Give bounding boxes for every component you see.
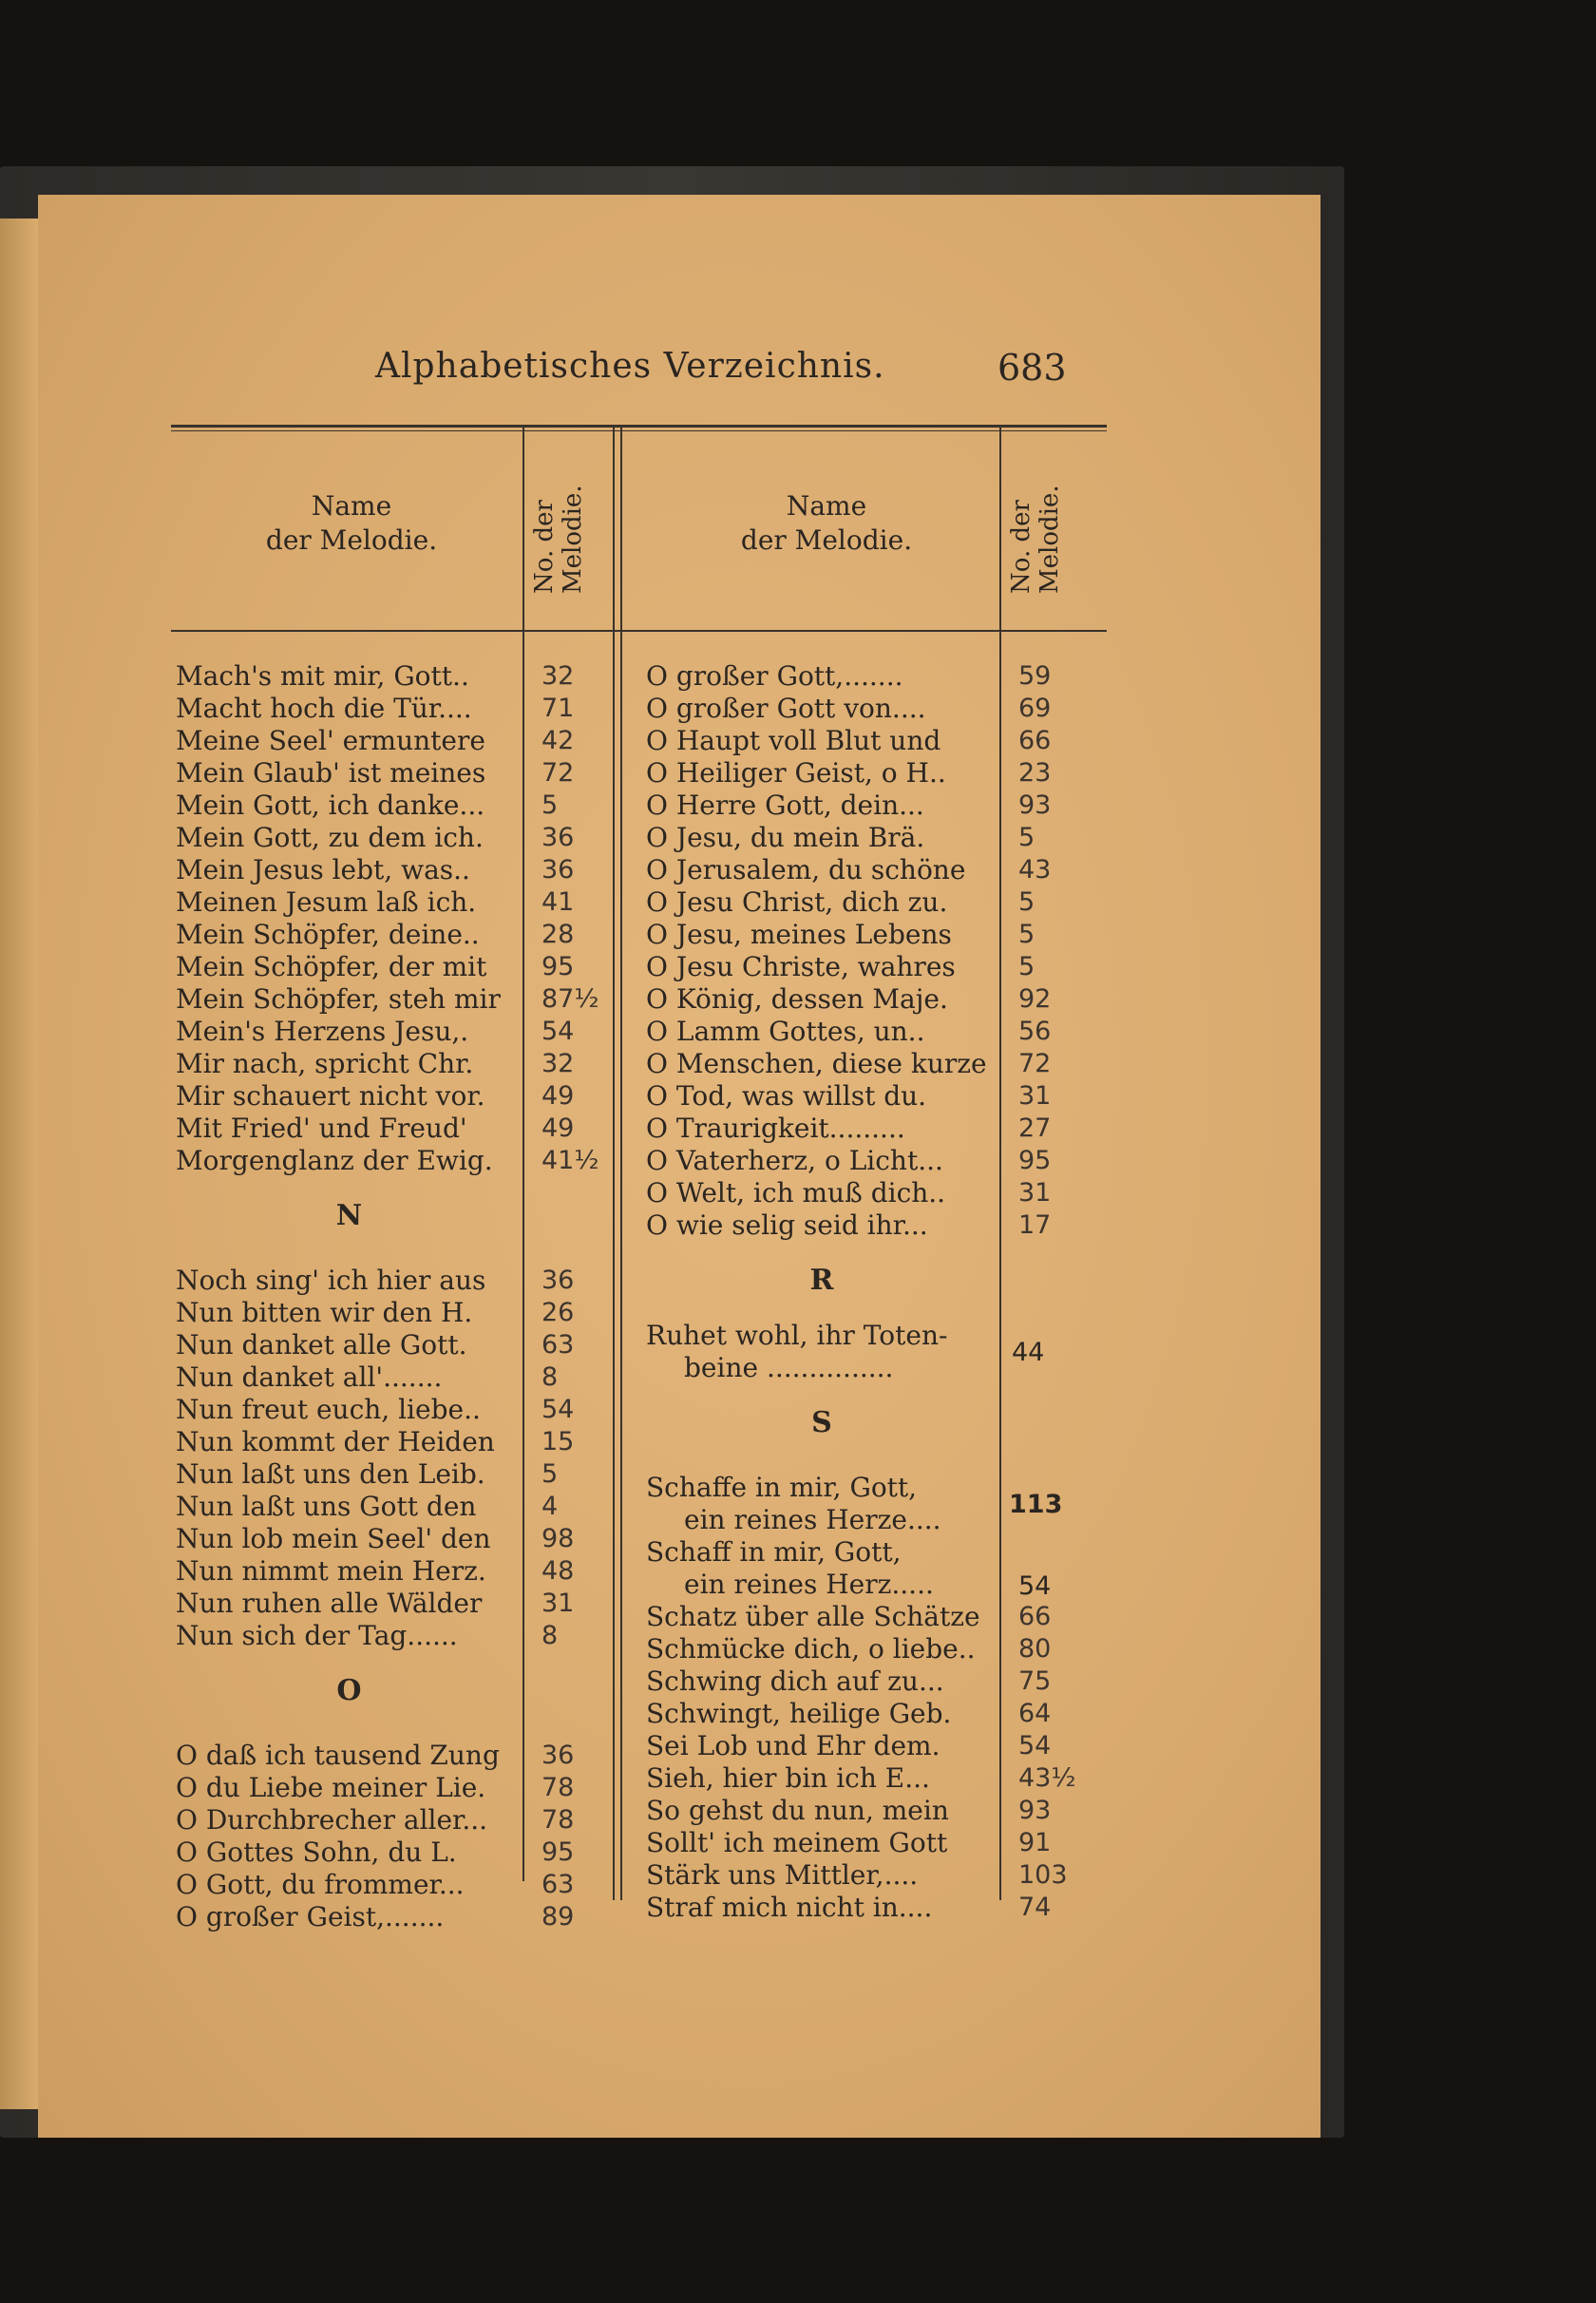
entry-number: 69 — [1018, 694, 1052, 723]
index-entry — [176, 951, 641, 983]
entry-name: Nun sich der Tag...... — [176, 1620, 458, 1651]
entry-number: 95 — [1018, 1146, 1052, 1175]
entry-name: Schmücke dich, o liebe.. — [646, 1633, 976, 1665]
entry-number: 36 — [542, 855, 575, 885]
entry-number: 41½ — [542, 1146, 599, 1175]
number-header-line2: Melodie. — [1036, 485, 1064, 594]
header-rule-top-thin — [171, 430, 1107, 431]
entry-number: 113 — [1009, 1489, 1063, 1519]
entry-number: 31 — [1018, 1081, 1052, 1111]
entry-name: Morgenglanz der Ewig. — [176, 1145, 493, 1176]
name-header-line1: Name — [786, 490, 867, 522]
index-entry — [176, 1837, 641, 1869]
index-entry — [646, 693, 1121, 725]
index-entry — [176, 1740, 641, 1772]
entry-name: Meine Seel' ermuntere — [176, 725, 485, 756]
entry-name-line1: Ruhet wohl, ihr Toten- — [646, 1320, 948, 1351]
entry-number: 5 — [1018, 952, 1036, 981]
entry-name: Mein Glaub' ist meines — [176, 757, 486, 789]
index-entry — [176, 1113, 641, 1145]
section-letter-n: N — [335, 1199, 363, 1232]
index-entry — [176, 854, 641, 886]
page-edge — [0, 219, 38, 2109]
entry-name-line1: Schaffe in mir, Gott, — [646, 1472, 918, 1503]
entry-name: Macht hoch die Tür.... — [176, 693, 472, 724]
right-s-list — [646, 1601, 1121, 1924]
section-letter-o: O — [336, 1674, 362, 1707]
index-entry — [176, 1620, 641, 1652]
index-entry — [646, 757, 1121, 790]
entry-number: 15 — [542, 1427, 575, 1456]
left-number-header — [530, 485, 587, 594]
entry-number: 63 — [542, 1330, 575, 1360]
book-page — [38, 195, 1320, 2138]
index-entry — [176, 790, 641, 822]
entry-name-line2: ein reines Herze.... — [684, 1504, 941, 1535]
left-column — [176, 660, 641, 1933]
entry-name: Mit Fried' und Freud' — [176, 1113, 467, 1144]
entry-name: Noch sing' ich hier aus — [176, 1265, 486, 1296]
left-name-header — [209, 489, 494, 558]
entry-number: 95 — [542, 1837, 575, 1867]
index-entry — [646, 1730, 1121, 1762]
entry-name: O daß ich tausend Zung — [176, 1740, 500, 1771]
index-entry — [176, 1458, 641, 1491]
index-entry — [176, 1588, 641, 1620]
entry-number: 103 — [1018, 1860, 1068, 1890]
index-entry — [646, 1795, 1121, 1827]
index-entry — [646, 1016, 1121, 1048]
entry-name: O Jesu, meines Lebens — [646, 919, 952, 950]
spacer — [176, 1707, 641, 1740]
entry-number: 36 — [542, 823, 575, 852]
entry-name: O Jerusalem, du schöne — [646, 854, 966, 885]
right-o-list — [646, 660, 1121, 1242]
entry-number: 54 — [1018, 1731, 1052, 1761]
index-entry — [176, 919, 641, 951]
index-entry-schaff — [646, 1536, 1121, 1601]
entry-name: O Heiliger Geist, o H.. — [646, 757, 946, 789]
index-entry — [176, 693, 641, 725]
index-entry — [176, 1048, 641, 1080]
spacer — [176, 1177, 641, 1200]
index-entry — [176, 1804, 641, 1837]
index-entry — [176, 660, 641, 693]
entry-name: Nun laßt uns den Leib. — [176, 1458, 485, 1490]
entry-name-line1: Schaff in mir, Gott, — [646, 1536, 902, 1568]
entry-number: 5 — [1018, 920, 1036, 949]
index-entry — [176, 1080, 641, 1113]
entry-number: 17 — [1018, 1210, 1052, 1240]
entry-name: O Durchbrecher aller... — [176, 1804, 488, 1836]
entry-name: O du Liebe meiner Lie. — [176, 1772, 486, 1803]
entry-name: Meinen Jesum laß ich. — [176, 886, 477, 918]
index-entry — [176, 1145, 641, 1177]
entry-name: O Jesu, du mein Brä. — [646, 822, 925, 853]
index-entry — [646, 1859, 1121, 1892]
entry-name: Mein's Herzens Jesu,. — [176, 1016, 469, 1047]
entry-name: O Tod, was willst du. — [646, 1080, 927, 1112]
entry-name: Nun laßt uns Gott den — [176, 1491, 477, 1522]
entry-number: 4 — [542, 1492, 559, 1521]
entry-name: O König, dessen Maje. — [646, 983, 948, 1015]
number-header-line1: No. der — [530, 500, 559, 594]
index-entry — [176, 1523, 641, 1555]
entry-name-line2: beine ............... — [684, 1352, 894, 1383]
index-entry — [646, 1601, 1121, 1633]
entry-name: O Jesu Christ, dich zu. — [646, 886, 948, 918]
name-header-line2: der Melodie. — [740, 524, 913, 556]
index-entry — [176, 1491, 641, 1523]
index-entry — [646, 1080, 1121, 1113]
entry-number: 43 — [1018, 855, 1052, 885]
entry-number: 75 — [1018, 1666, 1052, 1696]
entry-name: Nun danket all'....... — [176, 1361, 443, 1393]
entry-name: O Traurigkeit......... — [646, 1113, 905, 1144]
entry-number: 8 — [542, 1362, 559, 1392]
index-entry — [646, 1633, 1121, 1665]
entry-number: 89 — [542, 1902, 575, 1932]
entry-number: 91 — [1018, 1828, 1052, 1857]
entry-name: Mir nach, spricht Chr. — [176, 1048, 474, 1079]
entry-name: O Menschen, diese kurze — [646, 1048, 987, 1079]
entry-number: 71 — [542, 694, 575, 723]
entry-number: 48 — [542, 1556, 575, 1586]
index-entry — [646, 854, 1121, 886]
entry-number: 5 — [1018, 823, 1036, 852]
entry-number: 36 — [542, 1266, 575, 1295]
entry-number: 5 — [542, 790, 559, 820]
entry-name: O Vaterherz, o Licht... — [646, 1145, 943, 1176]
index-entry — [646, 1113, 1121, 1145]
spacer — [176, 1652, 641, 1675]
index-entry — [176, 1361, 641, 1394]
index-entry — [176, 1555, 641, 1588]
index-entry — [176, 725, 641, 757]
entry-number: 92 — [1018, 984, 1052, 1014]
spacer — [646, 1242, 1121, 1265]
entry-name: Nun nimmt mein Herz. — [176, 1555, 486, 1587]
spacer — [646, 1384, 1121, 1407]
entry-name: O großer Geist,....... — [176, 1901, 445, 1932]
entry-number: 64 — [1018, 1699, 1052, 1728]
entry-name: Nun danket alle Gott. — [176, 1329, 467, 1361]
entry-name: O Herre Gott, dein... — [646, 790, 924, 821]
entry-number: 78 — [542, 1805, 575, 1835]
right-column — [646, 660, 1121, 1924]
entry-number: 32 — [542, 1049, 575, 1078]
index-entry — [646, 1892, 1121, 1924]
entry-number: 72 — [542, 758, 575, 788]
index-entry — [176, 1869, 641, 1901]
entry-number: 31 — [542, 1589, 575, 1618]
index-entry — [646, 790, 1121, 822]
spacer — [646, 1297, 1121, 1320]
entry-name: Straf mich nicht in.... — [646, 1892, 933, 1923]
entry-name: Mir schauert nicht vor. — [176, 1080, 485, 1112]
index-entry — [176, 1426, 641, 1458]
left-n-list — [176, 1265, 641, 1652]
number-header-line1: No. der — [1007, 500, 1036, 594]
section-letter-r: R — [809, 1264, 834, 1297]
entry-number: 49 — [542, 1081, 575, 1111]
index-entry — [646, 886, 1121, 919]
entry-name: Nun ruhen alle Wälder — [176, 1588, 483, 1619]
index-entry-ruhet — [646, 1320, 1121, 1384]
entry-number: 42 — [542, 726, 575, 755]
entry-name: O großer Gott von.... — [646, 693, 926, 724]
index-entry — [176, 757, 641, 790]
entry-name: Mein Gott, zu dem ich. — [176, 822, 484, 853]
entry-name: Schwing dich auf zu... — [646, 1665, 944, 1697]
entry-name: O Gottes Sohn, du L. — [176, 1837, 457, 1868]
entry-number: 66 — [1018, 1602, 1052, 1631]
entry-name: Nun lob mein Seel' den — [176, 1523, 491, 1554]
index-entry — [646, 1209, 1121, 1242]
entry-number: 93 — [1018, 790, 1052, 820]
entry-number: 36 — [542, 1741, 575, 1770]
entry-number: 8 — [542, 1621, 559, 1650]
entry-name: O Lamm Gottes, un.. — [646, 1016, 925, 1047]
entry-number: 95 — [542, 952, 575, 981]
entry-name: Sollt' ich meinem Gott — [646, 1827, 948, 1858]
entry-name: Sei Lob und Ehr dem. — [646, 1730, 940, 1761]
index-entry — [646, 1177, 1121, 1209]
running-head — [38, 347, 1320, 404]
entry-number: 27 — [1018, 1113, 1052, 1143]
entry-number: 78 — [542, 1773, 575, 1802]
index-entry — [646, 725, 1121, 757]
index-entry — [646, 1048, 1121, 1080]
entry-name: Stärk uns Mittler,.... — [646, 1859, 919, 1891]
index-entry-schaffe — [646, 1472, 1121, 1536]
entry-name: So gehst du nun, mein — [646, 1795, 949, 1826]
entry-number: 80 — [1018, 1634, 1052, 1664]
index-entry — [646, 919, 1121, 951]
index-entry — [646, 1665, 1121, 1698]
entry-name: Mein Schöpfer, steh mir — [176, 983, 501, 1015]
entry-number: 63 — [542, 1870, 575, 1899]
entry-name: Mein Schöpfer, der mit — [176, 951, 487, 982]
entry-name: Nun bitten wir den H. — [176, 1297, 473, 1328]
right-number-header — [1007, 485, 1064, 594]
entry-name: O großer Gott,....... — [646, 660, 903, 692]
index-entry — [646, 660, 1121, 693]
index-entry — [646, 951, 1121, 983]
entry-number: 23 — [1018, 758, 1052, 788]
index-entry — [176, 1016, 641, 1048]
entry-name: O Gott, du frommer... — [176, 1869, 465, 1900]
index-entry — [176, 1901, 641, 1933]
entry-name-line2: ein reines Herz..... — [684, 1569, 934, 1600]
name-header-line2: der Melodie. — [265, 524, 438, 556]
index-entry — [646, 1145, 1121, 1177]
entry-number: 41 — [542, 887, 575, 917]
index-entry — [176, 1297, 641, 1329]
index-entry — [646, 1698, 1121, 1730]
index-entry — [176, 1394, 641, 1426]
entry-number: 54 — [542, 1395, 575, 1424]
entry-number: 5 — [542, 1459, 559, 1489]
entry-number: 93 — [1018, 1796, 1052, 1825]
entry-number: 31 — [1018, 1178, 1052, 1208]
left-m-list — [176, 660, 641, 1177]
page-title: Alphabetisches Verzeichnis. — [375, 347, 885, 386]
index-entry — [646, 822, 1121, 854]
index-entry — [176, 1265, 641, 1297]
index-entry — [646, 1827, 1121, 1859]
entry-number: 74 — [1018, 1893, 1052, 1922]
name-header-line1: Name — [311, 490, 392, 522]
index-entry — [646, 1762, 1121, 1795]
entry-name: Schatz über alle Schätze — [646, 1601, 980, 1632]
left-o-list — [176, 1740, 641, 1933]
entry-name: O Haupt voll Blut und — [646, 725, 941, 756]
entry-number: 28 — [542, 920, 575, 949]
header-rule-bottom — [171, 630, 1107, 632]
entry-name: Mein Schöpfer, deine.. — [176, 919, 480, 950]
entry-name: Mein Jesus lebt, was.. — [176, 854, 470, 885]
entry-number: 59 — [1018, 661, 1052, 691]
entry-name: O Jesu Christe, wahres — [646, 951, 956, 982]
entry-number: 5 — [1018, 887, 1036, 917]
index-entry — [646, 983, 1121, 1016]
entry-number: 98 — [542, 1524, 575, 1553]
index-entry — [176, 822, 641, 854]
entry-name: Nun kommt der Heiden — [176, 1426, 495, 1457]
spacer — [176, 1232, 641, 1265]
entry-number: 43½ — [1018, 1763, 1076, 1793]
entry-name: Nun freut euch, liebe.. — [176, 1394, 481, 1425]
entry-number: 32 — [542, 661, 575, 691]
index-entry — [176, 983, 641, 1016]
spacer — [646, 1439, 1121, 1472]
entry-number: 72 — [1018, 1049, 1052, 1078]
entry-number: 49 — [542, 1113, 575, 1143]
entry-number: 56 — [1018, 1017, 1052, 1046]
index-entry — [176, 886, 641, 919]
entry-number: 54 — [1018, 1571, 1052, 1601]
entry-name: O wie selig seid ihr... — [646, 1209, 928, 1241]
entry-name: O Welt, ich muß dich.. — [646, 1177, 946, 1209]
entry-name: Schwingt, heilige Geb. — [646, 1698, 952, 1729]
index-entry — [176, 1772, 641, 1804]
entry-number: 26 — [542, 1298, 575, 1327]
number-header-line2: Melodie. — [559, 485, 587, 594]
page-number: 683 — [998, 347, 1067, 389]
header-rule-top — [171, 425, 1107, 428]
entry-number: 66 — [1018, 726, 1052, 755]
entry-name: Sieh, hier bin ich E... — [646, 1762, 930, 1794]
entry-name: Mein Gott, ich danke... — [176, 790, 485, 821]
entry-number: 54 — [542, 1017, 575, 1046]
entry-name: Mach's mit mir, Gott.. — [176, 660, 469, 692]
right-name-header — [684, 489, 969, 558]
entry-number: 44 — [1012, 1337, 1045, 1367]
section-letter-s: S — [811, 1406, 832, 1439]
index-entry — [176, 1329, 641, 1361]
entry-number: 87½ — [542, 984, 599, 1014]
